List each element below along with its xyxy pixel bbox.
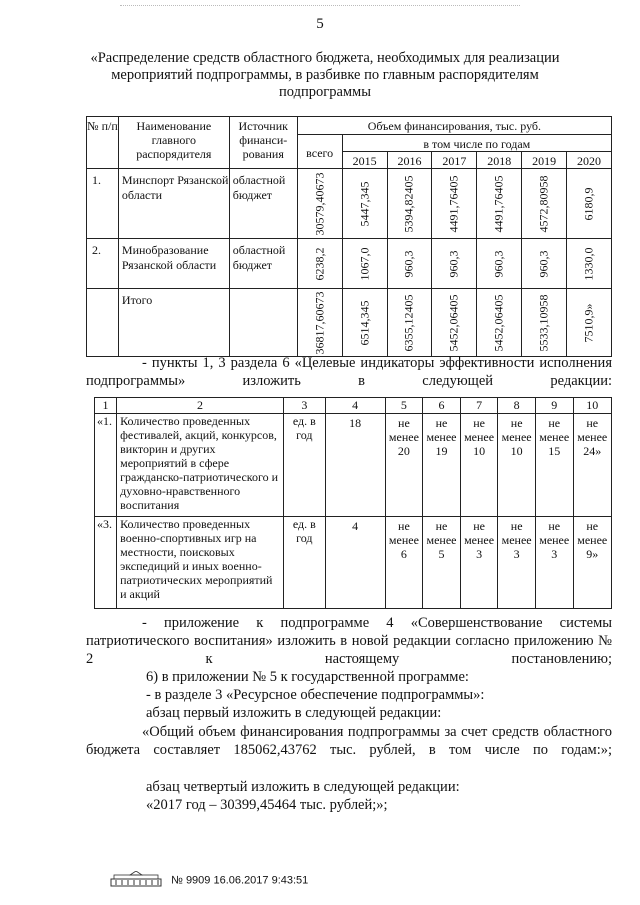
cell-year [522,169,567,239]
budget-distribution-table [86,116,612,357]
table-row-total [87,289,612,357]
row-value: не менее 9» [573,517,611,609]
row-value: не менее 10 [460,414,498,517]
col-header-year: 2015 [342,152,387,169]
row-num [87,289,119,357]
page-number: 5 [316,16,324,32]
table-row [95,414,612,517]
cell-year [342,169,387,239]
cell-year [342,289,387,357]
col-number: 1 [95,398,117,414]
col-header-by-years: в том числе по годам [342,135,611,152]
col-header-year: 2020 [567,152,612,169]
cell-year [432,289,477,357]
col-header-volume: Объем финансирования, тыс. руб. [297,117,611,135]
col-number: 4 [325,398,385,414]
table-row [87,169,612,239]
cell-year [342,239,387,289]
value-text: 960,3 [446,250,461,277]
row-value: не менее 6 [385,517,423,609]
col-header-year: 2016 [387,152,432,169]
row-text: Количество проведенных фестивалей, акций, конкурсов, викторин и других мероприятий в сфере гражданско-патриотического и духовно-нравственного воспитания [117,414,284,517]
cell-year [567,239,612,289]
row-org: Минобразование Рязанской области [118,239,229,289]
row-source: областной бюджет [229,169,297,239]
cell-year [477,239,522,289]
cell-year [522,289,567,357]
col-header-year: 2019 [522,152,567,169]
row-value: не менее 20 [385,414,423,517]
row-num: «1. [95,414,117,517]
col-number: 7 [460,398,498,414]
col-header-org: Наименование главного распорядителя [118,117,229,169]
value-text: 6355,12405 [401,294,416,351]
table-row [87,239,612,289]
indicators-table [94,397,612,609]
text-line: абзац первый изложить в следующей редакции: [146,705,442,721]
col-number: 3 [283,398,325,414]
cell-year [387,169,432,239]
paragraph: - пункты 1, 3 раздела 6 «Целевые индикаторы эффективности исполнения подпрограммы» изложить в следующей редакции: [86,355,612,389]
text-line: абзац четвертый изложить в следующей редакции: [146,779,460,795]
value-text: 5394,82405 [401,175,416,232]
cell-total [297,239,342,289]
cell-year [387,289,432,357]
text-line: «2017 год – 30399,45464 тыс. рублей;»; [146,797,388,813]
cell-year [477,289,522,357]
cell-total [297,169,342,239]
document-footer [110,871,308,890]
value-text: 5452,06405 [491,294,506,351]
value-text: 960,3 [491,250,506,277]
value-text: 960,3 [401,250,416,277]
paragraph: - приложение к подпрограмме 4 «Совершенствование системы патриотического воспитания» изложить в новой редакции согласно приложению № 2 к настоящему постановлению; [86,615,612,667]
row-value: не менее 3 [535,517,573,609]
row-unit: ед. в год [283,517,325,609]
number-sign-icon: № [171,874,183,887]
row-value: не менее 15 [535,414,573,517]
value-text: 36817,60673 [312,291,327,354]
cell-year [387,239,432,289]
value-text: 6514,345 [357,300,372,345]
row-value: не менее 10 [498,414,536,517]
row-value: не менее 5 [423,517,461,609]
table-row [95,517,612,609]
row-text: Количество проведенных военно-спортивных игр на местности, поисковых экспедиций и иных военно-патриотических мероприятий и акций [117,517,284,609]
cell-year [432,239,477,289]
row-source: областной бюджет [229,239,297,289]
col-header-year: 2018 [477,152,522,169]
value-text: 4491,76405 [446,175,461,232]
value-text: 6180,9 [581,187,596,220]
row-value: не менее 3 [460,517,498,609]
col-header-year: 2017 [432,152,477,169]
doc-datetime: 16.06.2017 9:43:51 [213,874,309,887]
cell-year [567,289,612,357]
col-header-num: № п/п [87,117,119,169]
value-text: 6238,2 [312,247,327,280]
value-text: 30579,40673 [312,172,327,235]
value-text: 5452,06405 [446,294,461,351]
row-num: «3. [95,517,117,609]
value-text: 5533,10958 [536,294,551,351]
col-number: 9 [535,398,573,414]
row-value: 4 [325,517,385,609]
col-header-total: всего [297,135,342,169]
value-text: 960,3 [536,250,551,277]
row-value: не менее 19 [423,414,461,517]
cell-year [522,239,567,289]
row-value: 18 [325,414,385,517]
row-num: 2. [87,239,119,289]
row-org: Минспорт Рязанской области [118,169,229,239]
row-unit: ед. в год [283,414,325,517]
row-num: 1. [87,169,119,239]
col-number: 2 [117,398,284,414]
row-value: не менее 24» [573,414,611,517]
cell-year [432,169,477,239]
value-text: 1067,0 [357,247,372,280]
cell-total [297,289,342,357]
paragraph: «Общий объем финансирования подпрограммы за счет средств областного бюджета составляет 185062,43762 тыс. рублей, в том числе по годам:»; [86,724,612,758]
col-number: 5 [385,398,423,414]
header-number-row [95,398,612,414]
value-text: 1330,0 [581,247,596,280]
row-org: Итого [118,289,229,357]
text-line: 6) в приложении № 5 к государственной программе: [146,669,469,685]
row-value: не менее 3 [498,517,536,609]
col-header-source: Источник финанси-рования [229,117,297,169]
section-heading: «Распределение средств областного бюджета, необходимых для реализации мероприятий подпрограммы, в разбивке по главным распорядителям подпрограммы [90,50,560,100]
doc-number: 9909 [185,874,211,887]
value-text: 5447,345 [357,181,372,226]
building-stamp-icon [110,871,162,890]
row-source [229,289,297,357]
text-line: - в разделе 3 «Ресурсное обеспечение подпрограммы»: [146,687,485,703]
value-text: 4491,76405 [491,175,506,232]
value-text: 4572,80958 [536,175,551,232]
cell-year [477,169,522,239]
scan-artifact [120,5,520,8]
col-number: 10 [573,398,611,414]
cell-year [567,169,612,239]
col-number: 6 [423,398,461,414]
col-number: 8 [498,398,536,414]
value-text: 7510,9» [581,303,596,342]
